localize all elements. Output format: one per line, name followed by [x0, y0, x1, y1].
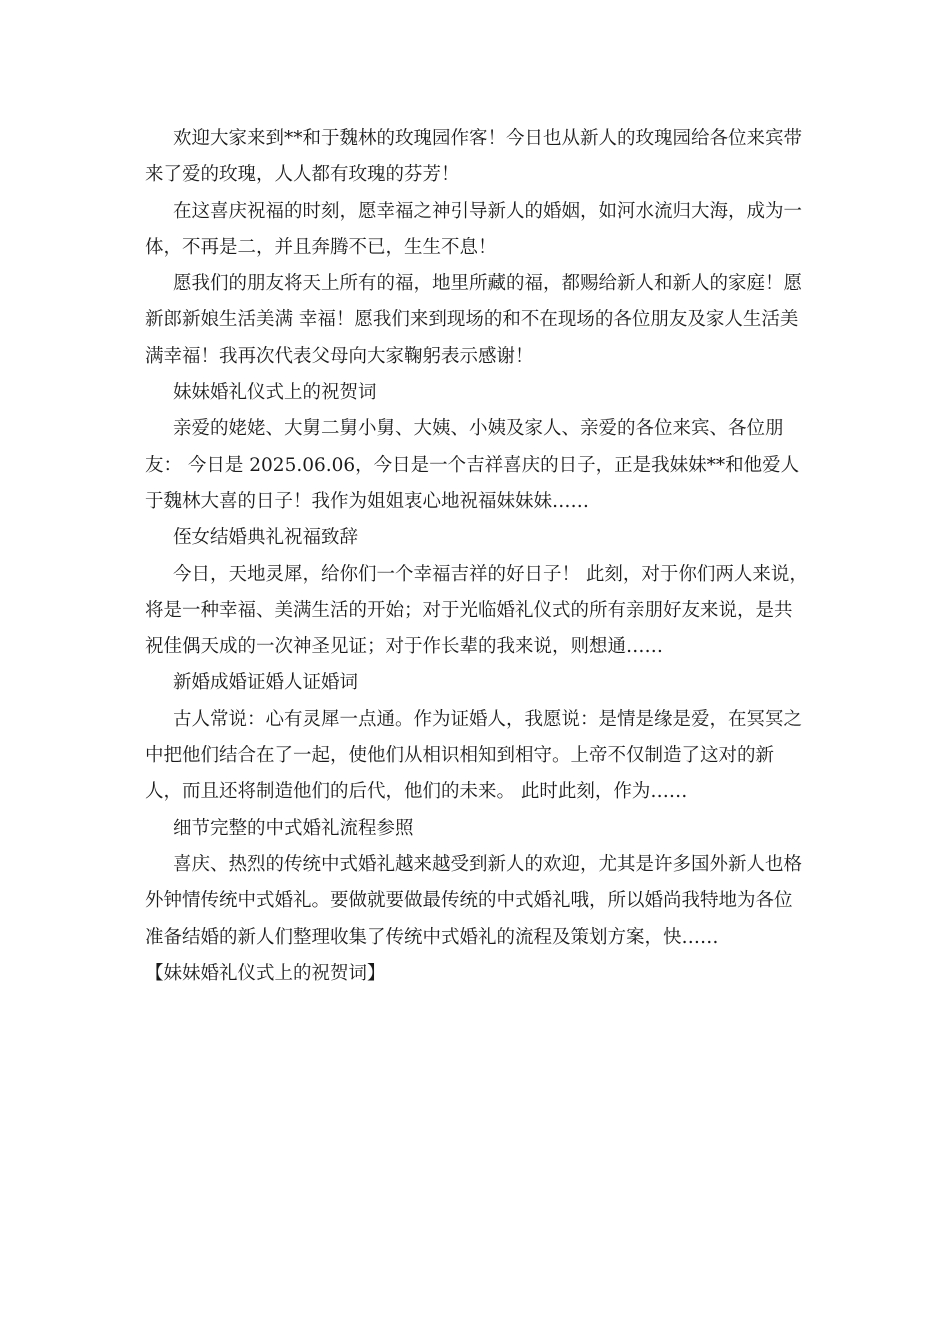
paragraph-officiant-speech: 古人常说：心有灵犀一点通。作为证婚人，我愿说：是情是缘是爱，在冥冥之中把他们结合在了一起，使他们从相识相知到相守。上帝不仅制造了这对的新人，而且还将制造他们的后代，他们的未来。 此时此刻，作为……	[145, 708, 803, 803]
paragraph-welcome: 欢迎大家来到**和于魏林的玫瑰园作客！今日也从新人的玫瑰园给各位来宾带来了爱的玫瑰，人人都有玫瑰的芬芳！	[145, 128, 803, 186]
paragraph-chinese-wedding-process: 喜庆、热烈的传统中式婚礼越来越受到新人的欢迎，尤其是许多国外新人也格外钟情传统中式婚礼。要做就要做最传统的中式婚礼哦，所以婚尚我特地为各位准备结婚的新人们整理收集了传统中式婚礼的流程及策划方案，快……	[145, 853, 803, 948]
paragraph-blessing-moment: 在这喜庆祝福的时刻，愿幸福之神引导新人的婚姻，如河水流归大海，成为一体，不再是二，并且奔腾不已，生生不息！	[145, 200, 803, 258]
document-body	[145, 121, 810, 992]
heading-niece-wedding-speech: 侄女结婚典礼祝福致辞	[173, 527, 359, 549]
paragraph-sister-wedding-speech: 亲爱的姥姥、大舅二舅小舅、大姨、小姨及家人、亲爱的各位来宾、各位朋友： 今日是 2025.06.06，今日是一个吉祥喜庆的日子，正是我妹妹**和他爱人于魏林大喜的日子！我作为姐姐衷心地祝福妹妹妹……	[145, 418, 800, 512]
paragraph-friends-blessing: 愿我们的朋友将天上所有的福，地里所藏的福，都赐给新人和新人的家庭！愿新郎新娘生活美满 幸福！愿我们来到现场的和不在现场的各位朋友及家人生活美满幸福！我再次代表父母向大家鞠躬表示感谢！	[145, 273, 803, 367]
heading-sister-wedding-speech: 妹妹婚礼仪式上的祝贺词	[173, 382, 377, 404]
paragraph-niece-wedding-speech: 今日，天地灵犀，给你们一个幸福吉祥的好日子！ 此刻，对于你们两人来说，将是一种幸福、美满生活的开始；对于光临婚礼仪式的所有亲朋好友来说，是共祝佳偶天成的一次神圣见证；对于作长辈的我来说，则想通……	[145, 563, 808, 658]
closing-title: 【妹妹婚礼仪式上的祝贺词】	[145, 962, 386, 984]
heading-officiant-speech: 新婚成婚证婚人证婚词	[173, 672, 359, 694]
heading-chinese-wedding-process: 细节完整的中式婚礼流程参照	[173, 817, 414, 839]
